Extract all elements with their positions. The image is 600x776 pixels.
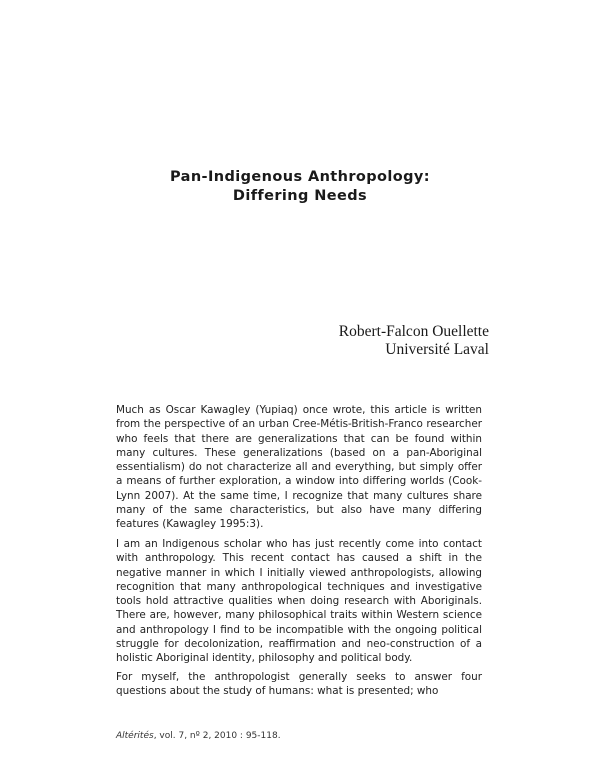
body-paragraph-2: I am an Indigenous scholar who has just recently come into contact with anthropology. This recent contact has caused a shift in the negative manner in which I initially viewed anthropologists, allowing recognition that many anthropological techniques and investigative tools hold attractive qualities when doing research with Aboriginals. There are, however, many philosophical traits within Western science and anthropology I find to be incompatible with the ongoing political struggle for decolonization, reaffirmation and neo-construction of a holistic Aboriginal identity, philosophy and political body. (116, 538, 482, 665)
journal-citation: , vol. 7, nº 2, 2010 : 95-118. (153, 731, 281, 741)
body-paragraph-1: Much as Oscar Kawagley (Yupiaq) once wrote, this article is written from the perspective of an urban Cree-Métis-British-Franco researcher who feels that there are generalizations that can be found within many cultures. These generalizations (based on a pan-Aboriginal essentialism) do not characterize all and everything, but simply offer a means of further exploration, a window into differing worlds (Cook-Lynn 2007). At the same time, I recognize that many cultures share many of the same characteristics, but also have many differing features (Kawagley 1995:3). (116, 404, 482, 531)
body-paragraph-3: For myself, the anthropologist generally seeks to answer four questions about the study of humans: what is presented; who (116, 671, 482, 698)
page-footer (116, 731, 281, 741)
article-title-line-1: Pan-Indigenous Anthropology: (170, 169, 430, 185)
journal-name: Altérités (116, 731, 154, 741)
author-name: Robert-Falcon Ouellette (338, 323, 489, 340)
author-affiliation: Université Laval (385, 341, 489, 358)
article-title-line-2: Differing Needs (232, 188, 368, 204)
